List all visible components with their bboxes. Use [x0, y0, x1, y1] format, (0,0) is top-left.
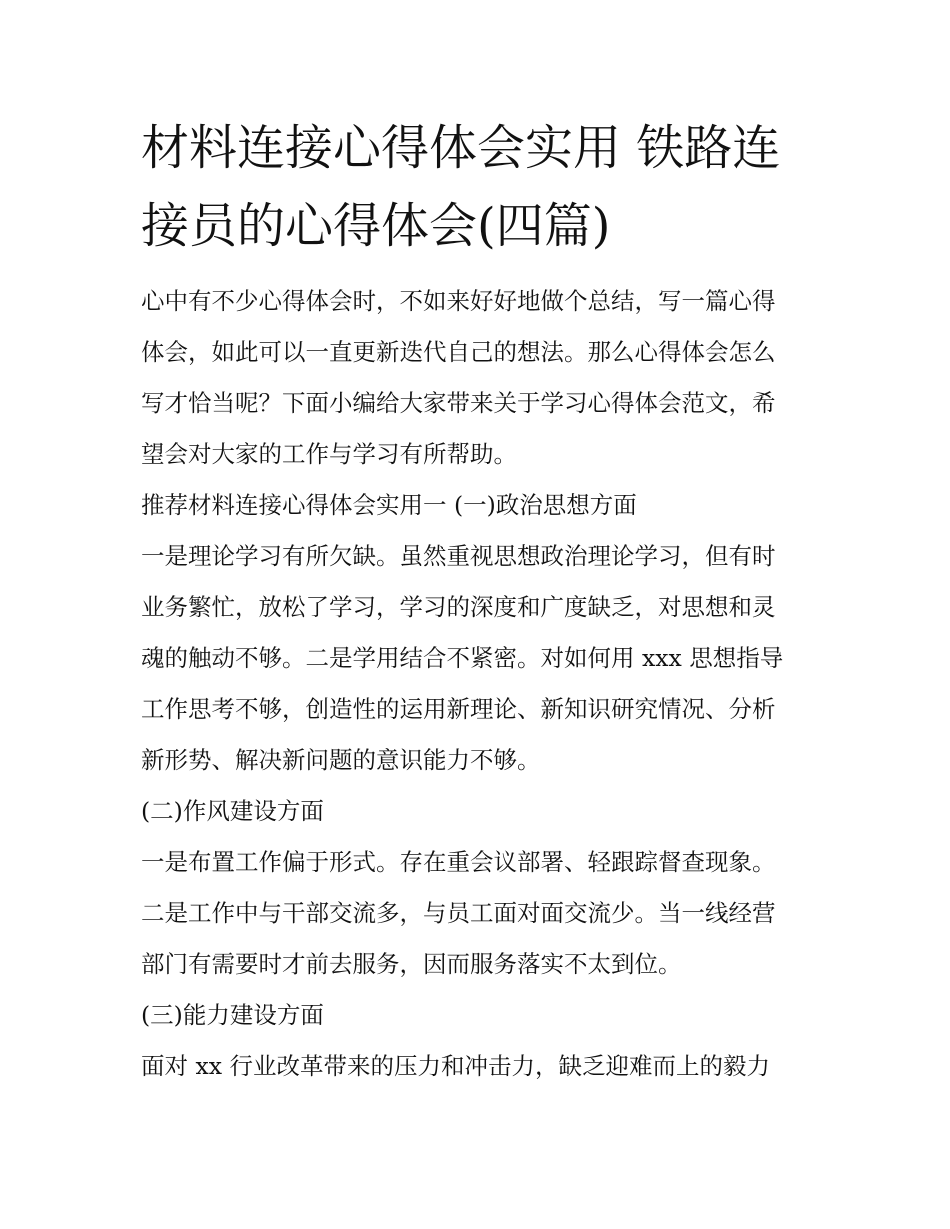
intro-line-3: 写才恰当呢？下面小编给大家带来关于学习心得体会范文，希 — [141, 389, 776, 417]
style-line-2: 二是工作中与干部交流多，与员工面对面交流少。当一线经营 — [141, 899, 776, 927]
political-line-5: 新形势、解决新问题的意识能力不够。 — [141, 746, 541, 774]
style-line-1: 一是布置工作偏于形式。存在重会议部署、轻跟踪督查现象。 — [141, 848, 776, 876]
style-line-3: 部门有需要时才前去服务，因而服务落实不太到位。 — [141, 950, 682, 978]
intro-line-2: 体会，如此可以一直更新迭代自己的想法。那么心得体会怎么 — [141, 338, 776, 366]
political-line-2: 业务繁忙，放松了学习，学习的深度和广度缺乏，对思想和灵 — [141, 593, 776, 621]
political-line-1: 一是理论学习有所欠缺。虽然重视思想政治理论学习，但有时 — [141, 542, 776, 570]
ability-line-1: 面对 xx 行业改革带来的压力和冲击力，缺乏迎难而上的毅力 — [141, 1052, 770, 1080]
section-heading-political: 推荐材料连接心得体会实用一 (一)政治思想方面 — [141, 491, 637, 519]
political-line-4: 工作思考不够，创造性的运用新理论、新知识研究情况、分析 — [141, 695, 776, 723]
section-heading-style: (二)作风建设方面 — [141, 797, 324, 825]
section-heading-ability: (三)能力建设方面 — [141, 1001, 324, 1029]
intro-line-1: 心中有不少心得体会时，不如来好好地做个总结，写一篇心得 — [141, 287, 776, 315]
document-title-line-1: 材料连接心得体会实用 铁路连 — [141, 120, 781, 176]
political-line-3: 魂的触动不够。二是学用结合不紧密。对如何用 xxx 思想指导 — [141, 644, 784, 672]
intro-line-4: 望会对大家的工作与学习有所帮助。 — [141, 440, 517, 468]
document-title-line-2: 接员的心得体会(四篇) — [141, 198, 611, 254]
